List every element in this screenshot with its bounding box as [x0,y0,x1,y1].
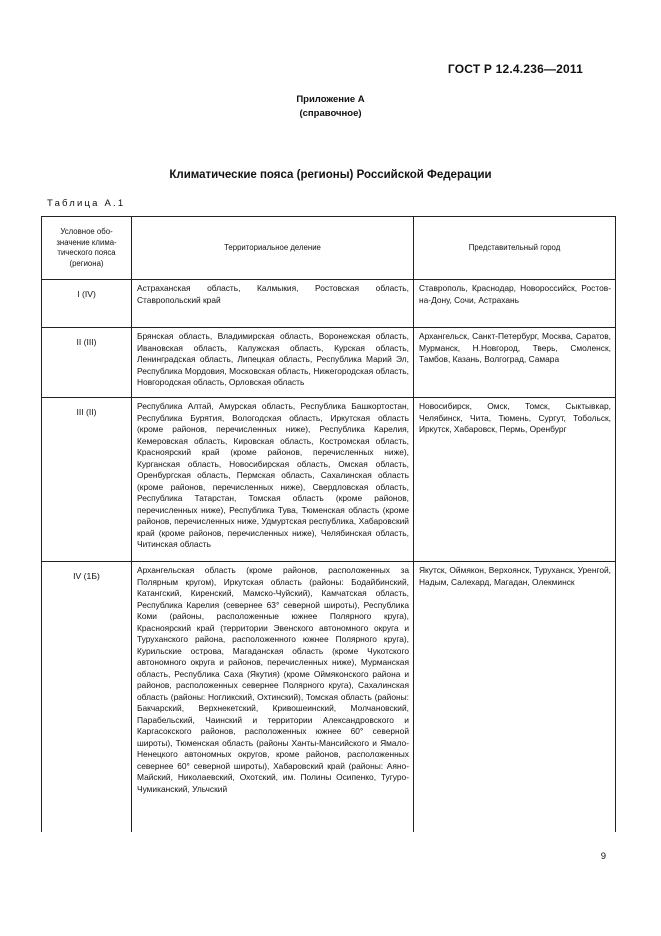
table-row [42,280,616,328]
zone-code-cell: I (IV) [42,280,132,328]
table-row [42,562,616,832]
page-title: Климатические пояса (регионы) Российской Федерации [169,169,492,181]
header-zone-code: Условное обозначение климатического пояса (региона) [42,217,132,280]
city-cell: Архангельск, Санкт-Петербург, Москва, Саратов, Мурманск, Н.Новгород, Тверь, Смоленск, Тамбов, Казань, Волгоград, Самара [414,328,616,398]
annex-subtitle: (справочное) [299,108,362,119]
territory-cell: Архангельская область (кроме районов, расположенных за Полярным кругом), Иркутская область (районы: Бодайбинский, Катангский, Киренский, Мамско-Чуйский), Камчатская область, Республика Карелия (севернее 63° северной широты), Республика Коми (районы, расположенные южнее Полярного круга), Красноярский край (территории Эвенского автономного округа и Туруханского района, расположенного южнее Полярного круга), Курильские острова, Магаданская область (кроме Чукотского автономного округа и районов, перечисленных ниже), Мурманская область, Республика Саха (Якутия) (кроме Оймяконского района и районов, расположенных севернее Полярного круга), Сахалинская область (районы: Ногликский, Охтинский), Томская область (районы: Бакчарский, Верхнекетский, Кривошеинский, Молчановский, Парабельский, Чаинский и территории Александровского и Каргасокского районов, расположенных южнее 60° северной широты), Тюменская область (районы Ханты-Мансийского и Ямало-Ненецкого автономных округов, кроме районов, расположенных севернее 60° северной широты), Хабаровский край (районы: Аяно-Майский, Николаевский, Охотский, им. Полины Осипенко, Тугуро-Чумиканский, Ульчский [132,562,414,832]
header-territory: Территориальное деление [132,217,414,280]
header-city: Представительный город [414,217,616,280]
annex-heading [0,93,661,121]
zone-code-cell: II (III) [42,328,132,398]
zone-code-cell: III (II) [42,398,132,562]
document-code: ГОСТ Р 12.4.236—2011 [447,62,583,76]
table-row [42,398,616,562]
zone-code-cell: IV (1Б) [42,562,132,832]
page-number: 9 [600,851,606,862]
territory-cell: Астраханская область, Калмыкия, Ростовская область, Ставропольский край [132,280,414,328]
annex-title: Приложение А [296,94,365,105]
city-cell: Новосибирск, Омск, Томск, Сыктывкар, Челябинск, Чита, Тюмень, Сургут, Тобольск, Иркутск, Хабаровск, Пермь, Оренбург [414,398,616,562]
climate-zones-table [41,216,616,832]
table-caption: Таблица А.1 [47,198,126,209]
territory-cell: Брянская область, Владимирская область, Воронежская область, Ивановская область, Калужская область, Курская область, Ленинградская область, Липецкая область, Республика Марий Эл, Республика Мордовия, Московская область, Нижегородская область, Новгородская область, Орловская область [132,328,414,398]
table-header-row [42,217,616,280]
city-cell: Ставрополь, Краснодар, Новороссийск, Ростов-на-Дону, Сочи, Астрахань [414,280,616,328]
city-cell: Якутск, Оймякон, Верхоянск, Туруханск, Уренгой, Надым, Салехард, Магадан, Олекминск [414,562,616,832]
territory-cell: Республика Алтай, Амурская область, Республика Башкортостан, Республика Бурятия, Вологодская область, Иркутская область (кроме районов, перечисленных ниже), Республика Карелия, Кемеровская область, Кировская область, Костромская область, Красноярский край (кроме районов, перечисленных ниже), Курганская область, Новосибирская область, Омская область, Оренбургская область, Пермская область, Сахалинская область (кроме районов, перечисленных ниже), Свердловская область, Республика Татарстан, Томская область (кроме районов, перечисленных ниже), Республика Тува, Тюменская область (кроме районов, перечисленных ниже, Удмуртская республика, Хабаровский край (кроме районов, перечисленных ниже), Челябинская область, Читинская область [132,398,414,562]
table-row [42,328,616,398]
